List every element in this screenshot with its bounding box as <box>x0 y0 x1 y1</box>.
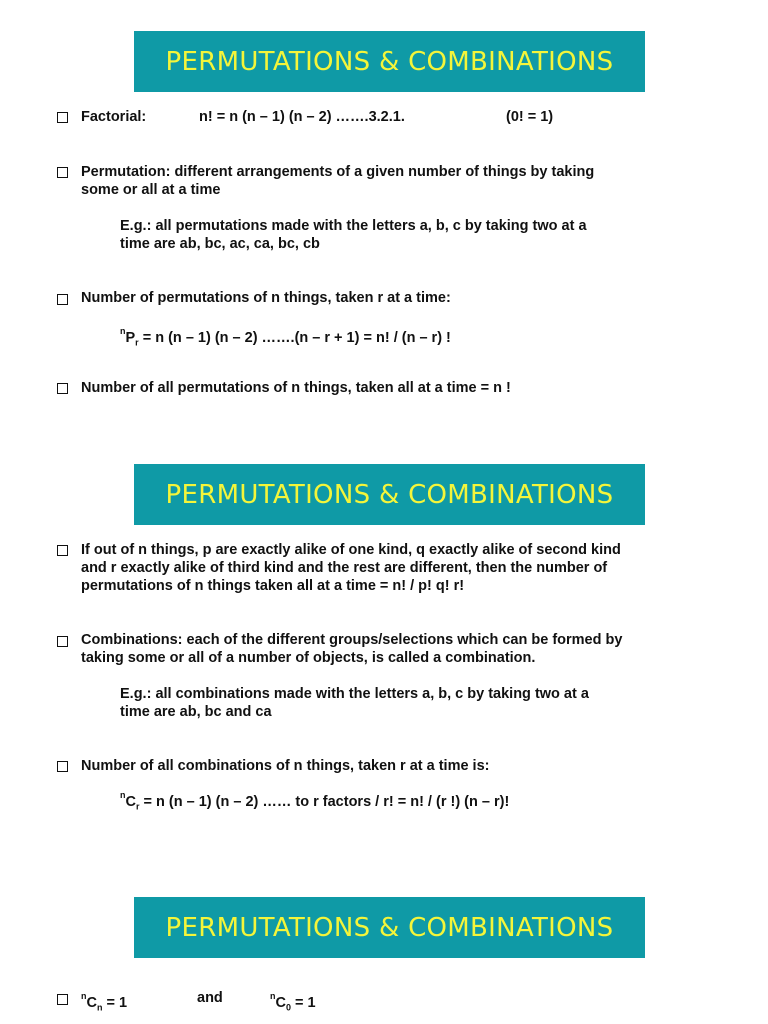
banner-title: PERMUTATIONS & COMBINATIONS <box>165 46 614 77</box>
combination-definition-line-1: Combinations: each of the different groups/selections which can be formed by <box>81 632 623 648</box>
ncn-value: = 1 <box>102 994 128 1011</box>
checkbox-bullet <box>57 112 68 123</box>
factorial-label: Factorial: <box>81 109 147 125</box>
checkbox-bullet <box>57 761 68 772</box>
checkbox-bullet <box>57 383 68 394</box>
checkbox-bullet <box>57 545 68 556</box>
permutation-definition-line-2: some or all at a time <box>81 182 221 198</box>
nc0-symbol: C <box>275 994 286 1011</box>
checkbox-bullet <box>57 636 68 647</box>
nc0-superscript: n <box>270 991 276 1001</box>
alike-things-line-1: If out of n things, p are exactly alike of one kind, q exactly alike of second kind <box>81 542 621 558</box>
banner-title: PERMUTATIONS & COMBINATIONS <box>165 912 614 943</box>
ncr-superscript: n <box>120 790 126 800</box>
ncn-identity <box>81 989 127 1017</box>
combination-example-line-1: E.g.: all combinations made with the letters a, b, c by taking two at a <box>120 686 589 702</box>
ncn-superscript: n <box>81 991 87 1001</box>
npr-superscript: n <box>120 326 126 336</box>
section-banner-2 <box>134 464 645 525</box>
ncr-subscript: r <box>135 801 140 812</box>
checkbox-bullet <box>57 294 68 305</box>
checkbox-bullet <box>57 167 68 178</box>
ncr-heading: Number of all combinations of n things, taken r at a time is: <box>81 758 490 774</box>
nc0-value: = 1 <box>291 994 316 1011</box>
npr-heading: Number of permutations of n things, taken r at a time: <box>81 290 451 306</box>
npr-formula-text: = n (n – 1) (n – 2) …….(n – r + 1) = n! / (n – r) ! <box>138 329 451 346</box>
factorial-formula: n! = n (n – 1) (n – 2) …….3.2.1. <box>199 109 405 125</box>
section-banner-3 <box>134 897 645 958</box>
permutation-example-line-1: E.g.: all permutations made with the letters a, b, c by taking two at a <box>120 218 587 234</box>
permutation-definition-line-1: Permutation: different arrangements of a given number of things by taking <box>81 164 595 180</box>
nc0-identity <box>270 989 316 1017</box>
alike-things-line-3: permutations of n things taken all at a time = n! / p! q! r! <box>81 578 465 594</box>
combination-example-line-2: time are ab, bc and ca <box>120 704 272 720</box>
npr-subscript: r <box>135 337 139 348</box>
ncn-symbol: C <box>86 994 97 1011</box>
all-permutations-statement: Number of all permutations of n things, taken all at a time = n ! <box>81 380 511 396</box>
alike-things-line-2: and r exactly alike of third kind and the rest are different, then the number of <box>81 560 608 576</box>
section-banner-1 <box>134 31 645 92</box>
ncn-subscript: n <box>96 1002 103 1013</box>
banner-title: PERMUTATIONS & COMBINATIONS <box>165 479 614 510</box>
checkbox-bullet <box>57 994 68 1005</box>
combination-definition-line-2: taking some or all of a number of objects, is called a combination. <box>81 650 536 666</box>
ncr-formula-text: = n (n – 1) (n – 2) …… to r factors / r! = n! / (r !) (n – r)! <box>139 793 510 810</box>
ncr-formula <box>120 788 509 816</box>
ncr-symbol: C <box>125 793 136 810</box>
npr-symbol: P <box>125 329 136 346</box>
npr-formula <box>120 324 451 352</box>
and-word: and <box>197 990 223 1006</box>
permutation-example-line-2: time are ab, bc, ac, ca, bc, cb <box>120 236 320 252</box>
nc0-subscript: 0 <box>285 1002 291 1013</box>
factorial-zero-note: (0! = 1) <box>506 109 554 125</box>
